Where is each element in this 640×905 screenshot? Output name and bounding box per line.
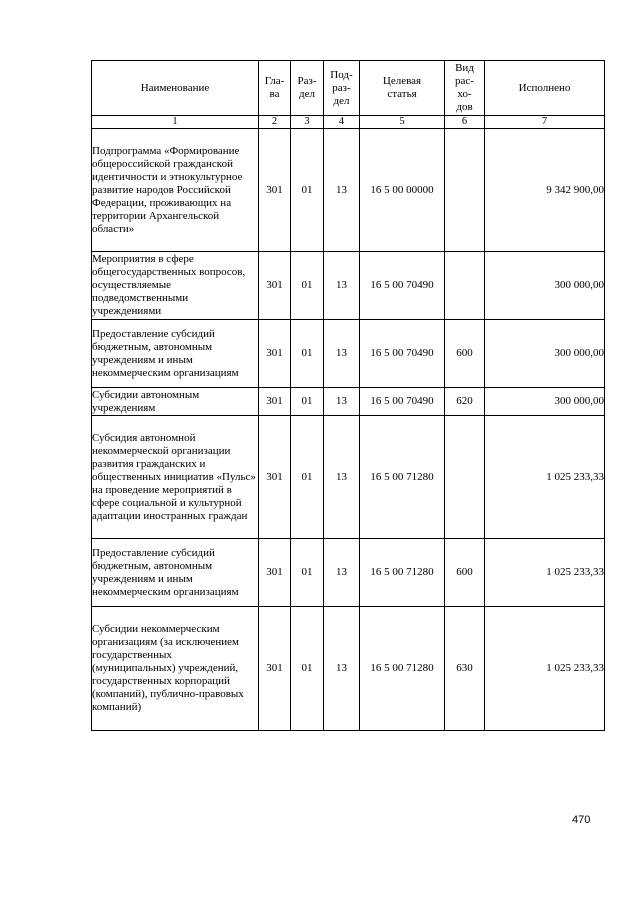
cell-subsection: 13 [324,252,360,320]
cell-chapter: 301 [259,129,291,252]
header-executed: Исполнено [485,61,605,116]
cell-executed: 1 025 233,33 [485,539,605,607]
cell-chapter: 301 [259,252,291,320]
cell-name: Мероприятия в сфере общегосударственных вопросов, осуществляемые подведомственными учреждениями [92,252,259,320]
cell-name: Предоставление субсидий бюджетным, автономным учреждениям и иным некоммерческим организациям [92,539,259,607]
column-number: 2 [259,116,291,129]
cell-expense-type: 600 [445,320,485,388]
cell-target: 16 5 00 70490 [360,252,445,320]
header-target: Целевая статья [360,61,445,116]
table-row [92,252,605,320]
cell-executed: 1 025 233,33 [485,607,605,731]
cell-section: 01 [291,388,324,416]
column-number: 5 [360,116,445,129]
cell-chapter: 301 [259,320,291,388]
column-number: 3 [291,116,324,129]
header-subsection: Под- раз- дел [324,61,360,116]
cell-executed: 300 000,00 [485,252,605,320]
header-row [92,61,605,116]
cell-chapter: 301 [259,416,291,539]
cell-section: 01 [291,539,324,607]
cell-chapter: 301 [259,539,291,607]
cell-subsection: 13 [324,388,360,416]
cell-section: 01 [291,252,324,320]
header-expense-type: Вид рас- хо- дов [445,61,485,116]
cell-subsection: 13 [324,129,360,252]
cell-target: 16 5 00 00000 [360,129,445,252]
header-name: Наименование [92,61,259,116]
cell-section: 01 [291,129,324,252]
column-number: 4 [324,116,360,129]
cell-target: 16 5 00 71280 [360,607,445,731]
cell-chapter: 301 [259,607,291,731]
cell-chapter: 301 [259,388,291,416]
column-number: 7 [485,116,605,129]
cell-subsection: 13 [324,539,360,607]
table-row [92,607,605,731]
cell-section: 01 [291,320,324,388]
cell-section: 01 [291,416,324,539]
cell-expense-type: 630 [445,607,485,731]
cell-expense-type [445,129,485,252]
cell-name: Субсидии автономным учреждениям [92,388,259,416]
cell-target: 16 5 00 70490 [360,320,445,388]
cell-expense-type [445,252,485,320]
cell-name: Субсидии некоммерческим организациям (за исключением государственных (муниципальных) учреждений, государственных корпораций (компаний), публично-правовых компаний) [92,607,259,731]
budget-execution-table [91,60,605,731]
cell-target: 16 5 00 71280 [360,539,445,607]
cell-name: Предоставление субсидий бюджетным, автономным учреждениям и иным некоммерческим организациям [92,320,259,388]
cell-executed: 300 000,00 [485,388,605,416]
cell-expense-type: 600 [445,539,485,607]
table-row [92,388,605,416]
header-chapter: Гла- ва [259,61,291,116]
cell-executed: 300 000,00 [485,320,605,388]
cell-name: Подпрограмма «Формирование общероссийской гражданской идентичности и этнокультурное развитие народов Российской Федерации, проживающих на территории Архангельской области» [92,129,259,252]
cell-subsection: 13 [324,320,360,388]
table-row [92,129,605,252]
cell-expense-type: 620 [445,388,485,416]
column-number: 6 [445,116,485,129]
cell-target: 16 5 00 70490 [360,388,445,416]
cell-subsection: 13 [324,607,360,731]
cell-name: Субсидия автономной некоммерческой организации развития гражданских и общественных инициатив «Пульс» на проведение мероприятий в сфере социальной и культурной адаптации иностранных граждан [92,416,259,539]
cell-section: 01 [291,607,324,731]
cell-expense-type [445,416,485,539]
column-number: 1 [92,116,259,129]
cell-executed: 9 342 900,00 [485,129,605,252]
cell-target: 16 5 00 71280 [360,416,445,539]
table-row [92,320,605,388]
cell-executed: 1 025 233,33 [485,416,605,539]
header-section: Раз- дел [291,61,324,116]
page-number: 470 [572,814,591,826]
cell-subsection: 13 [324,416,360,539]
column-number-row [92,116,605,129]
table-row [92,539,605,607]
table-row [92,416,605,539]
